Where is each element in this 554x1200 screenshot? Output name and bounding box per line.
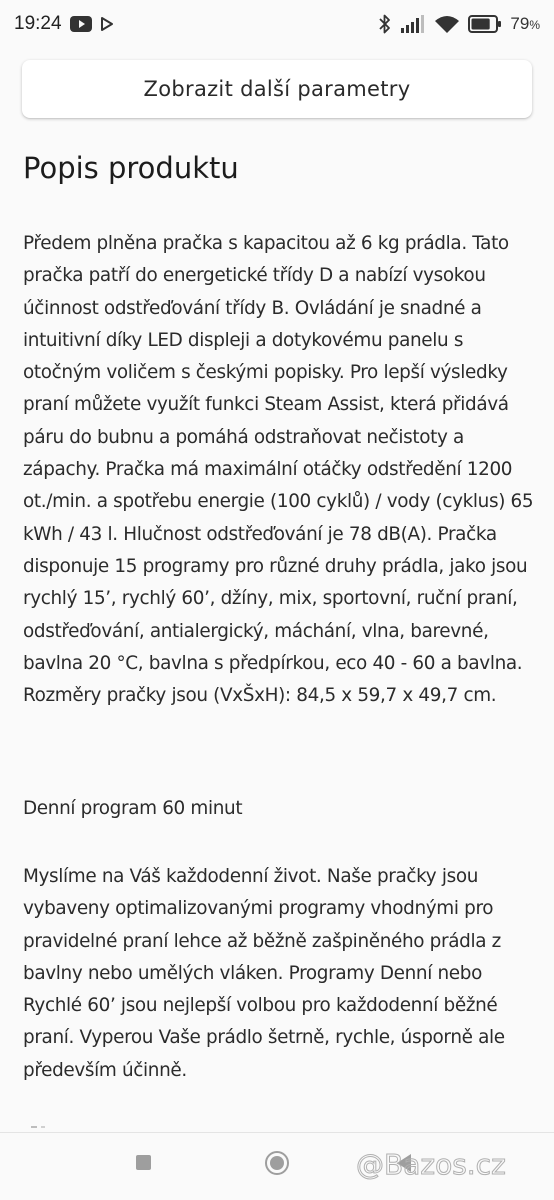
bluetooth-icon (378, 13, 392, 35)
signal-icon (400, 14, 426, 34)
home-circle-icon[interactable] (265, 1151, 289, 1175)
recents-square-icon[interactable] (136, 1155, 151, 1170)
status-right (378, 13, 540, 35)
battery-percent (510, 14, 540, 34)
battery-percent-value: 79 (510, 14, 530, 33)
status-time: 19:24 (14, 13, 62, 34)
home-circle-inner (270, 1156, 284, 1170)
battery-icon (468, 15, 502, 33)
description-paragraph: Denní program 60 minut (23, 798, 243, 819)
show-more-parameters-button[interactable]: Zobrazit další parametry (22, 60, 532, 118)
page-content (0, 48, 554, 1130)
watermark: @Bazos.cz (356, 1147, 506, 1181)
cut-off-text-fragment (23, 1116, 83, 1130)
section-title: Popis produktu (23, 151, 239, 185)
description-paragraph: Myslíme na Váš každodenní život. Naše pračky jsou vybaveny optimalizovanými programy vhodnými pro pravidelné praní lehce až běžně zašpiněného prádla z bavlny nebo umělých vláken. Programy Denní nebo Rychlé 60’ jsou nejlepší volbou pro každodenní běžné praní. Vyperou Vaše prádlo šetrně, rychle, úsporně ale především účinně. (23, 866, 505, 1081)
wifi-icon (434, 14, 460, 34)
status-left (14, 13, 114, 35)
battery-percent-unit: % (529, 18, 540, 32)
play-store-icon (100, 16, 114, 32)
description-paragraph: Předem plněna pračka s kapacitou až 6 kg prádla. Tato pračka patří do energetické třídy D a nabízí vysokou účinnost odstřeďování třídy B. Ovládání je snadné a intuitivní díky LED displeji a dotykovému panelu s otočným voličem s českými popisky. Pro lepší výsledky praní můžete využít funkci Steam Assist, která přidává páru do bubnu a pomáhá odstraňovat nečistoty a zápachy. Pračka má maximální otáčky odstředění 1200 ot./min. a spotřebu energie (100 cyklů) / vody (cyklus) 65 kWh / 43 l. Hlučnost odstřeďování je 78 dB(A). Pračka disponuje 15 programy pro různé druhy prádla, jako jsou rychlý 15’, rychlý 60’, džíny, mix, sportovní, ruční praní, odstřeďování, antialergický, máchání, vlna, barevné, bavlna 20 °C, bavlna s předpírkou, eco 40 - 60 a bavlna. Rozměry pračky jsou (VxŠxH): 84,5 x 59,7 x 49,7 cm. (23, 233, 534, 707)
youtube-icon (70, 16, 92, 32)
system-nav-bar (0, 1133, 554, 1200)
status-bar (0, 0, 554, 48)
